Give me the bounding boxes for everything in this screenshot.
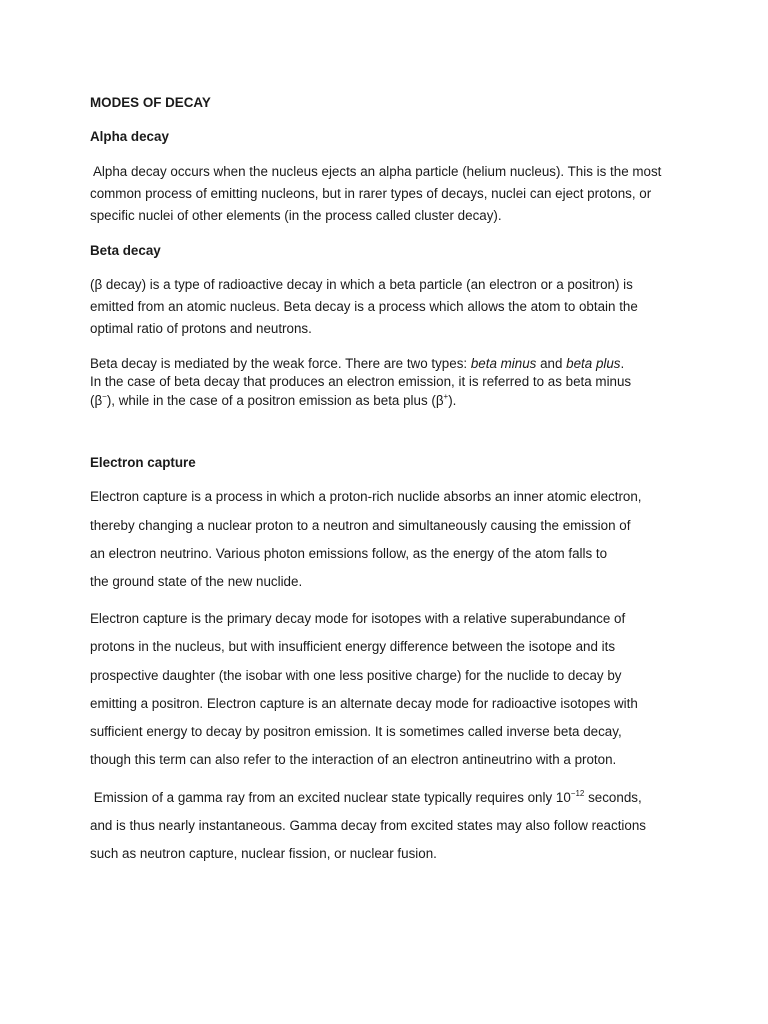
beta-minus-term: beta minus: [470, 356, 537, 371]
capture-p3-line-3: such as neutron capture, nuclear fission, or nuclear fusion.: [90, 846, 437, 861]
capture-p2-line-1: Electron capture is the primary decay mode for isotopes with a relative superabundance of: [90, 611, 626, 626]
beta-plus-sup: +: [443, 392, 449, 401]
alpha-line-1: Alpha decay occurs when the nucleus ejects an alpha particle (helium nucleus). This is the most: [90, 164, 662, 179]
capture-p1-line-3: an electron neutrino. Various photon emissions follow, as the energy of the atom falls to: [90, 546, 608, 561]
capture-p2-line-3: prospective daughter (the isobar with one less positive charge) for the nuclide to decay by: [90, 668, 622, 683]
capture-p1-line-2: thereby changing a nuclear proton to a neutron and simultaneously causing the emission of: [90, 518, 631, 533]
capture-p3-text-b: seconds,: [584, 790, 642, 805]
capture-p3-line-2: and is thus nearly instantaneous. Gamma decay from excited states may also follow reactions: [90, 818, 646, 833]
beta-plus-term: beta plus: [566, 356, 621, 371]
beta-p2-line3-b: ), while in the case of a positron emission as beta plus (β: [106, 393, 444, 408]
alpha-line-2: common process of emitting nucleons, but in rarer types of decays, nuclei can eject protons, or: [90, 186, 652, 201]
beta-p2-line3-c: ).: [448, 393, 457, 408]
document-title: MODES OF DECAY: [90, 95, 211, 110]
exponent-sup: −12: [570, 789, 585, 798]
capture-p3-line-1: [90, 790, 642, 806]
capture-p1-line-1: Electron capture is a process in which a proton-rich nuclide absorbs an inner atomic electron,: [90, 489, 642, 504]
beta-p2-text-c: and: [536, 356, 567, 371]
beta-p2-line3-a: (β: [90, 393, 103, 408]
beta-p2-line-2: In the case of beta decay that produces an electron emission, it is referred to as beta minus: [90, 374, 632, 389]
beta-p1-line-2: emitted from an atomic nucleus. Beta decay is a process which allows the atom to obtain the: [90, 299, 638, 314]
capture-p2-line-5: sufficient energy to decay by positron emission. It is sometimes called inverse beta decay,: [90, 724, 622, 739]
capture-p2-line-2: protons in the nucleus, but with insufficient energy difference between the isotope and its: [90, 639, 616, 654]
alpha-heading: Alpha decay: [90, 129, 169, 144]
beta-p2-line-3: [90, 393, 456, 409]
beta-p2-text-e: .: [620, 356, 625, 371]
capture-heading: Electron capture: [90, 455, 196, 470]
beta-p1-line-3: optimal ratio of protons and neutrons.: [90, 321, 312, 336]
beta-p1-line-1: (β decay) is a type of radioactive decay in which a beta particle (an electron or a positron) is: [90, 277, 633, 292]
capture-p2-line-6: though this term can also refer to the interaction of an electron antineutrino with a proton.: [90, 752, 617, 767]
capture-p1-line-4: the ground state of the new nuclide.: [90, 574, 303, 589]
beta-heading: Beta decay: [90, 243, 161, 258]
beta-minus-sup: −: [102, 392, 107, 401]
capture-p3-text-a: Emission of a gamma ray from an excited nuclear state typically requires only 10: [90, 790, 571, 805]
capture-p2-line-4: emitting a positron. Electron capture is an alternate decay mode for radioactive isotopes with: [90, 696, 638, 711]
beta-p2-text-a: Beta decay is mediated by the weak force. There are two types:: [90, 356, 471, 371]
alpha-line-3: specific nuclei of other elements (in the process called cluster decay).: [90, 208, 502, 223]
beta-p2-line-1: [90, 356, 624, 372]
